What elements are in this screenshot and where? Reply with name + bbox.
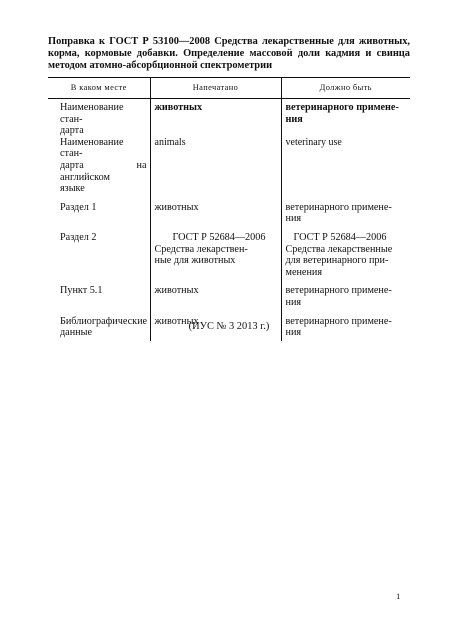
cell-line: ные для животных <box>154 255 236 267</box>
cell-printed <box>150 278 281 308</box>
cell-place <box>48 225 150 278</box>
cell-line: языке <box>60 183 85 195</box>
cell-line: Раздел 2 <box>60 231 97 243</box>
table-header-row <box>48 78 410 99</box>
cell-place <box>48 137 150 195</box>
cell-line: ГОСТ Р 52684—2006 <box>293 231 387 243</box>
cell-line: дарта на английском <box>60 159 147 183</box>
table-row <box>48 99 410 137</box>
document-title: Поправка к ГОСТ Р 53100—2008 Средства лекарственные для животных, корма, кормовые добавки. Определение массовой доли кадмия и свинца методом атомно-абсорбционной спектрометрии <box>48 36 410 71</box>
cell-line: ветеринарного примене- <box>285 315 392 327</box>
table-row <box>48 195 410 225</box>
cell-line: животных <box>154 285 199 297</box>
cell-line: Пункт 5.1 <box>60 285 103 297</box>
table-row <box>48 137 410 195</box>
cell-line: менения <box>285 266 323 278</box>
header-should-be: Должно быть <box>281 78 410 99</box>
cell-line: veterinary use <box>285 136 342 148</box>
header-place: В каком месте <box>48 78 150 99</box>
cell-line: ветеринарного примене- <box>285 285 392 297</box>
cell-should-be <box>281 278 410 308</box>
cell-line: Средства лекарственные <box>285 243 393 255</box>
cell-line: дарта <box>60 125 84 137</box>
source-reference: (ИУС № 3 2013 г.) <box>188 321 270 332</box>
page-number: 1 <box>396 591 401 601</box>
cell-line: Средства лекарствен- <box>154 243 248 255</box>
cell-line: Наименование стан- <box>60 102 124 125</box>
header-printed: Напечатано <box>150 78 281 99</box>
cell-line: ния <box>285 213 302 225</box>
cell-line: ния <box>285 296 302 308</box>
cell-line: животных <box>154 315 199 327</box>
cell-place <box>48 278 150 308</box>
cell-line: данные <box>60 327 92 339</box>
corrections-table <box>48 77 410 341</box>
cell-line: ветеринарного примене- <box>285 102 399 113</box>
cell-line: животных <box>154 102 203 113</box>
cell-printed <box>150 99 281 137</box>
cell-line: Раздел 1 <box>60 201 97 213</box>
cell-should-be <box>281 137 410 195</box>
cell-line: для ветеринарного при- <box>285 255 389 267</box>
table-row <box>48 225 410 278</box>
cell-printed <box>150 195 281 225</box>
cell-line: животных <box>154 201 199 213</box>
cell-line: ветеринарного примене- <box>285 201 392 213</box>
cell-printed <box>150 225 281 278</box>
cell-line: Библиографические <box>60 315 148 327</box>
cell-place <box>48 99 150 137</box>
cell-should-be <box>281 195 410 225</box>
cell-place <box>48 195 150 225</box>
cell-line: Наименование стан- <box>60 136 124 160</box>
table-row <box>48 278 410 308</box>
cell-line: ния <box>285 327 302 339</box>
cell-line: ния <box>285 113 303 125</box>
cell-should-be <box>281 99 410 137</box>
cell-printed <box>150 137 281 195</box>
cell-line: ГОСТ Р 52684—2006 <box>172 231 266 243</box>
cell-should-be <box>281 225 410 278</box>
cell-line: animals <box>154 136 186 148</box>
